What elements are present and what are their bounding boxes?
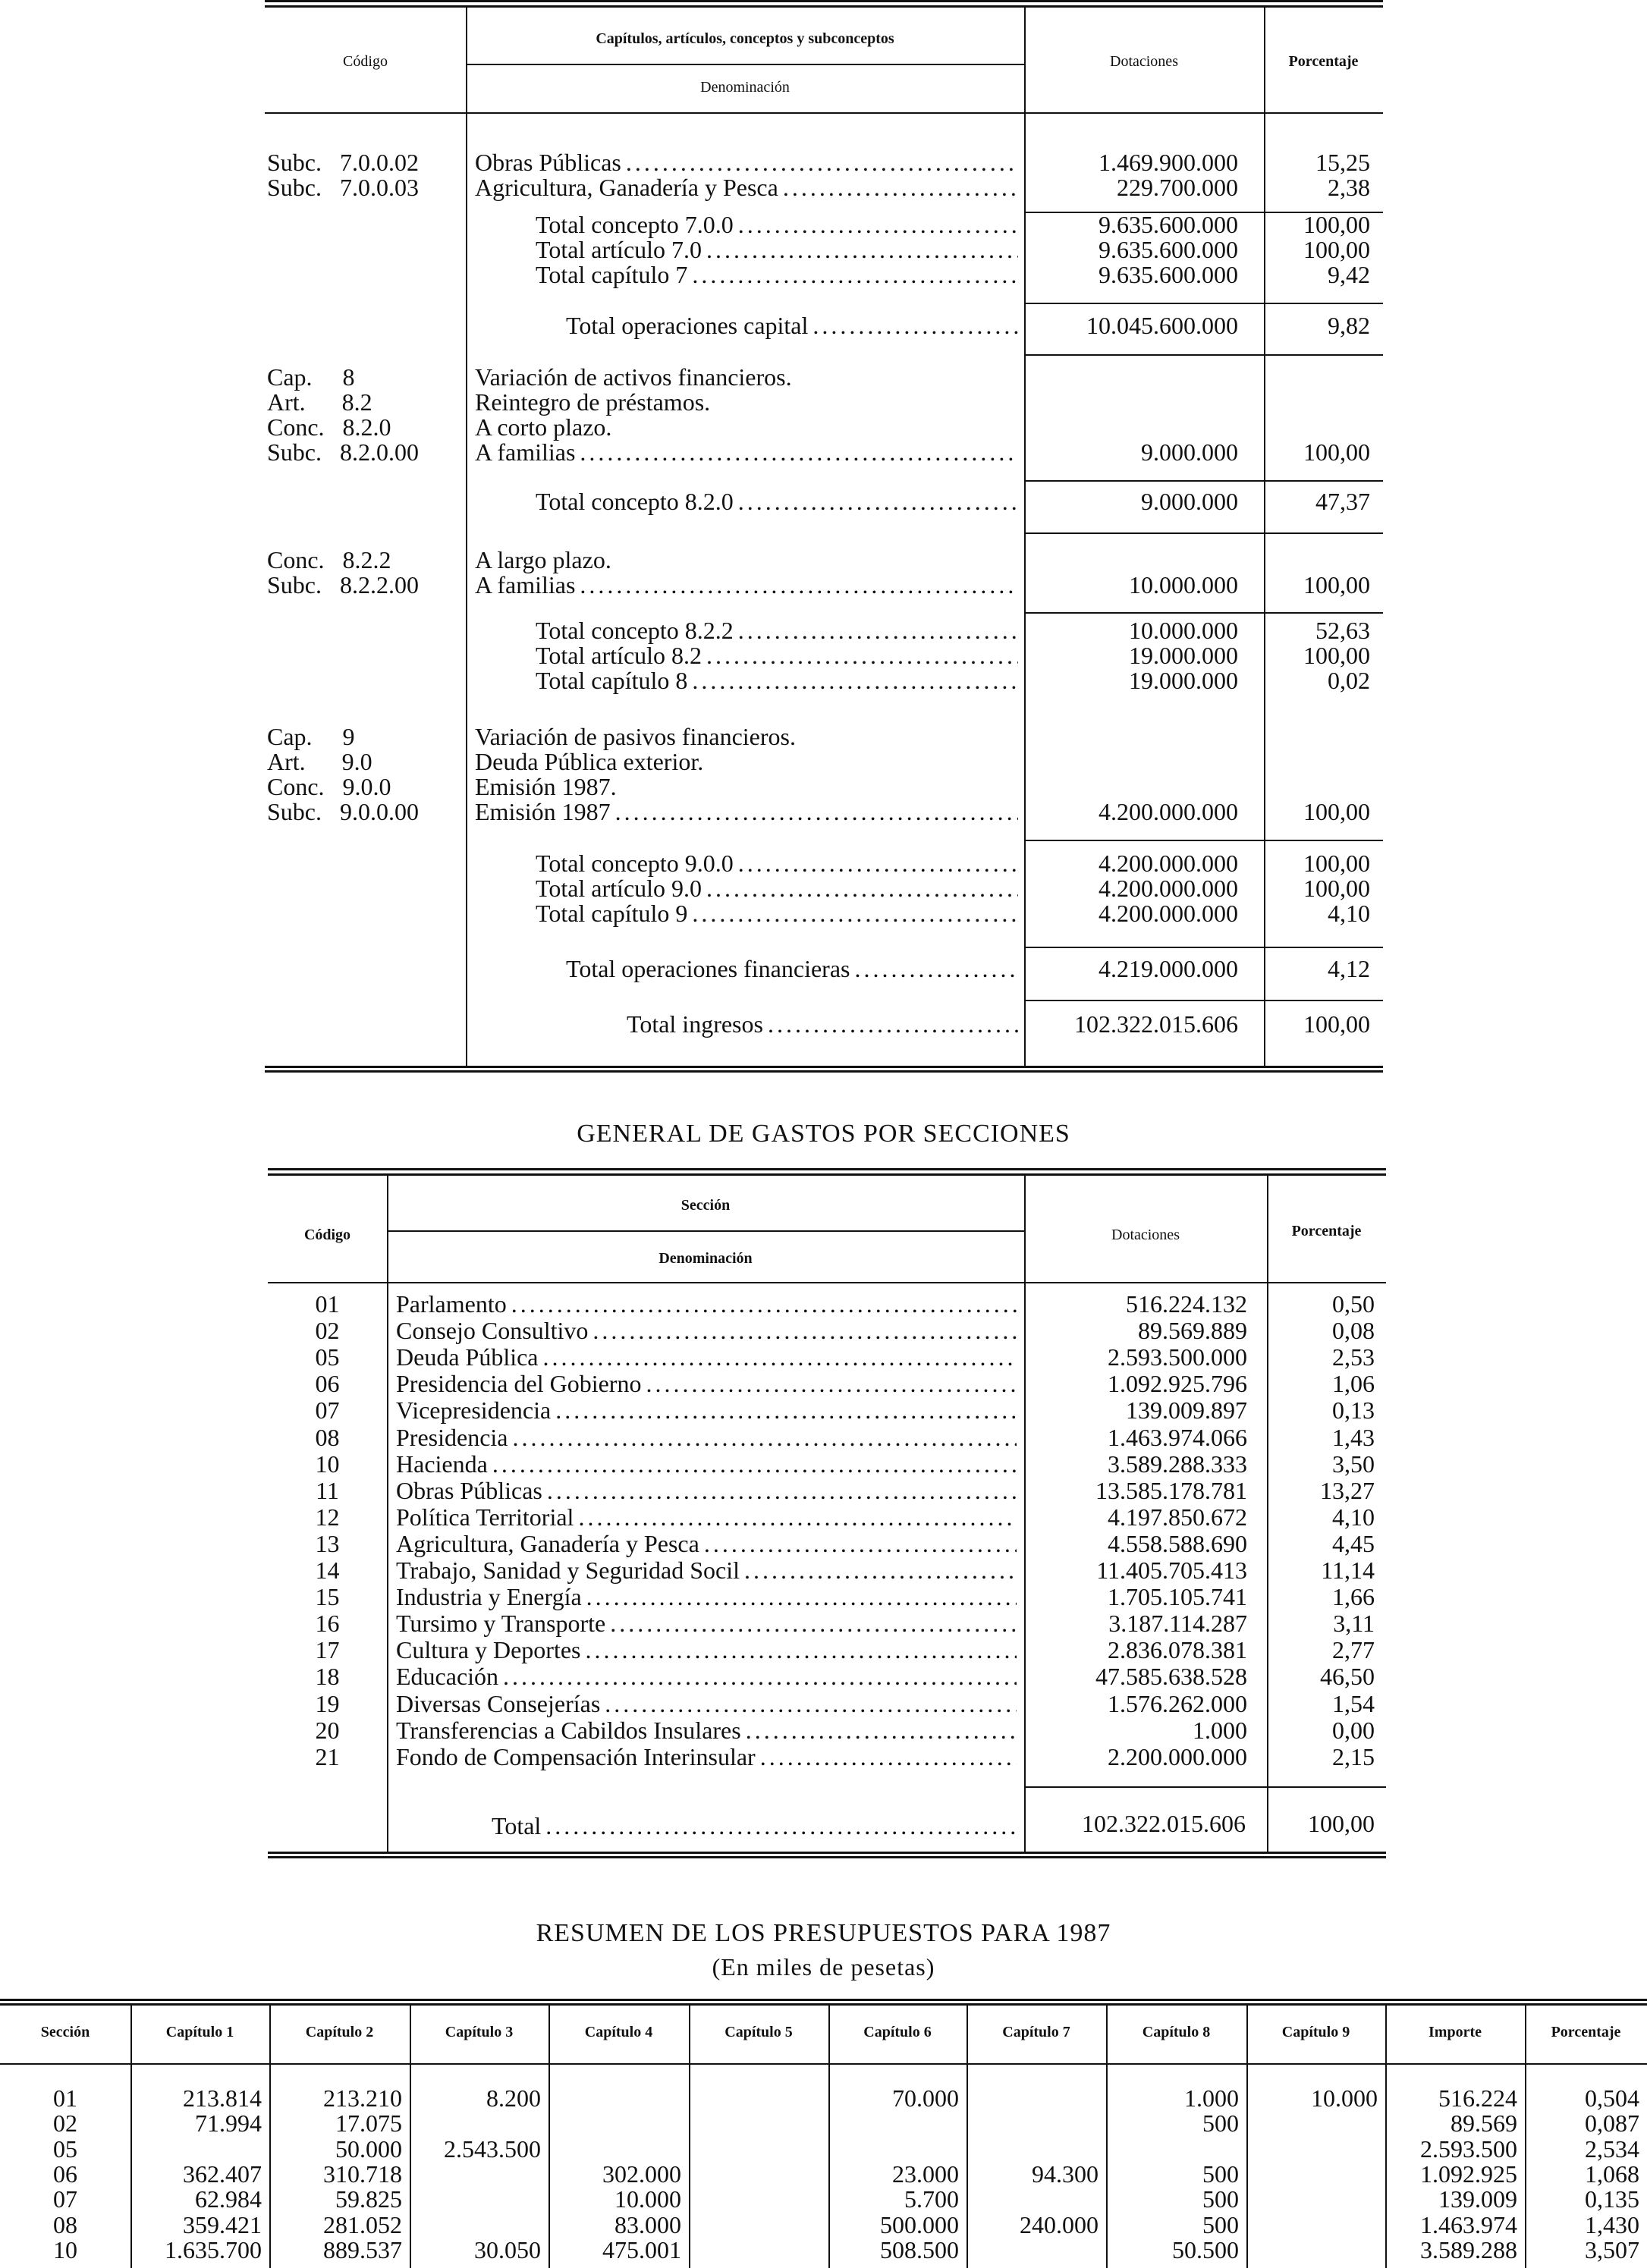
summary-cell: 1,430	[1585, 2211, 1639, 2238]
section-code: 01	[315, 1290, 340, 1318]
summary-subtitle: (En miles de pesetas)	[712, 1953, 935, 1981]
section-name: Obras Públicas . . .	[396, 1477, 1017, 1505]
row-code: Subc. 7.0.0.03	[267, 174, 419, 201]
summary-cell: 10	[53, 2236, 77, 2263]
row-percentage: 100,00	[1303, 211, 1370, 238]
summary-cell: 213.814	[183, 2084, 262, 2112]
row-code: Conc. 9.0.0	[267, 773, 391, 800]
section-name: Tursimo y Transporte . . .	[396, 1610, 1017, 1638]
summary-cell: 240.000	[1020, 2211, 1099, 2238]
row-amount: 4.200.000.000	[1099, 798, 1238, 825]
summary-header: Capítulo 5	[724, 2024, 793, 2040]
section-code: 14	[315, 1557, 340, 1584]
row-amount: 9.635.600.000	[1099, 236, 1238, 263]
section-percentage: 46,50	[1320, 1663, 1375, 1690]
section-name: Agricultura, Ganadería y Pesca . . .	[396, 1530, 1017, 1558]
section-code: 17	[315, 1636, 340, 1663]
section-percentage: 1,66	[1332, 1583, 1375, 1610]
section-amount: 516.224.132	[1126, 1290, 1247, 1318]
section-percentage: 3,11	[1333, 1610, 1375, 1637]
summary-cell: 359.421	[183, 2211, 262, 2238]
summary-cell: 302.000	[602, 2160, 681, 2188]
row-amount: 102.322.015.606	[1074, 1010, 1238, 1038]
section-amount: 47.585.638.528	[1095, 1663, 1247, 1690]
row-description: Total ingresos . . .	[627, 1010, 1018, 1038]
section-percentage: 2,15	[1332, 1743, 1375, 1770]
summary-cell: 0,135	[1585, 2185, 1639, 2213]
row-percentage: 2,38	[1328, 174, 1370, 201]
row-code: Cap. 9	[267, 723, 355, 750]
row-percentage: 100,00	[1303, 875, 1370, 902]
summary-cell: 500	[1202, 2185, 1239, 2213]
row-description: A familias . . .	[475, 571, 1018, 599]
header-percentage: Porcentaje	[1288, 53, 1359, 70]
section-name: Vicepresidencia . . .	[396, 1396, 1017, 1425]
section-amount: 13.585.178.781	[1095, 1477, 1247, 1504]
section-percentage: 11,14	[1321, 1557, 1375, 1584]
expenses-total-label: Total . . .	[492, 1812, 1015, 1840]
row-percentage: 0,02	[1328, 667, 1370, 694]
section-code: 13	[315, 1530, 340, 1557]
header-allocations: Dotaciones	[1110, 53, 1178, 70]
section-code: 06	[315, 1370, 340, 1397]
section-amount: 2.200.000.000	[1108, 1743, 1247, 1770]
row-amount: 19.000.000	[1129, 667, 1238, 694]
section-code: 18	[315, 1663, 340, 1690]
summary-header: Capítulo 8	[1142, 2024, 1211, 2040]
row-percentage: 100,00	[1303, 642, 1370, 669]
column-divider	[1246, 2006, 1248, 2268]
summary-cell: 0,087	[1585, 2109, 1639, 2137]
row-percentage: 9,82	[1328, 312, 1370, 339]
section-name: Trabajo, Sanidad y Seguridad Socil . . .	[396, 1557, 1017, 1585]
row-code: Conc. 8.2.2	[267, 546, 391, 573]
section-code: 07	[315, 1396, 340, 1424]
summary-cell: 50.500	[1172, 2236, 1239, 2263]
section-code: 02	[315, 1317, 340, 1344]
section-amount: 3.589.288.333	[1108, 1450, 1247, 1478]
expenses-header-allocations: Dotaciones	[1111, 1227, 1180, 1243]
row-code: Subc. 8.2.0.00	[267, 438, 419, 466]
row-description: Total capítulo 7 . . .	[536, 261, 1018, 289]
section-name: Educación . . .	[396, 1663, 1017, 1691]
summary-cell: 5.700	[904, 2185, 959, 2213]
section-name: Diversas Consejerías . . .	[396, 1690, 1017, 1718]
summary-header: Importe	[1429, 2024, 1482, 2040]
section-amount: 4.197.850.672	[1108, 1503, 1247, 1531]
section-percentage: 0,08	[1332, 1317, 1375, 1344]
section-amount: 1.092.925.796	[1108, 1370, 1247, 1397]
section-amount: 1.576.262.000	[1108, 1690, 1247, 1717]
row-amount: 9.635.600.000	[1099, 211, 1238, 238]
section-percentage: 4,45	[1332, 1530, 1375, 1557]
row-amount: 9.635.600.000	[1099, 261, 1238, 288]
section-code: 21	[315, 1743, 340, 1770]
row-description: Total artículo 7.0 . . .	[536, 236, 1018, 264]
section-name: Presidencia del Gobierno . . .	[396, 1370, 1017, 1398]
summary-cell: 0,504	[1585, 2084, 1639, 2112]
row-percentage: 100,00	[1303, 236, 1370, 263]
section-name: Política Territorial . . .	[396, 1503, 1017, 1531]
summary-cell: 05	[53, 2135, 77, 2163]
section-code: 19	[315, 1690, 340, 1717]
section-amount: 139.009.897	[1126, 1396, 1247, 1424]
summary-header: Capítulo 2	[305, 2024, 374, 2040]
expenses-header-section: Sección	[680, 1197, 731, 1214]
summary-cell: 50.000	[335, 2135, 402, 2163]
expenses-total-pct: 100,00	[1308, 1810, 1375, 1837]
summary-cell: 07	[53, 2185, 77, 2213]
header-code: Código	[343, 53, 388, 70]
summary-cell: 8.200	[486, 2084, 541, 2112]
row-description: Reintegro de préstamos.	[475, 388, 711, 416]
section-percentage: 3,50	[1332, 1450, 1375, 1478]
summary-cell: 30.050	[474, 2236, 541, 2263]
row-description: Obras Públicas . . .	[475, 149, 1018, 177]
row-percentage: 47,37	[1315, 488, 1370, 515]
section-name: Presidencia . . .	[396, 1424, 1017, 1452]
expenses-header-denomination: Denominación	[658, 1250, 753, 1267]
summary-cell: 516.224	[1438, 2084, 1517, 2112]
row-amount: 19.000.000	[1129, 642, 1238, 669]
section-percentage: 0,13	[1332, 1396, 1375, 1424]
summary-cell: 1.635.700	[165, 2236, 262, 2263]
summary-cell: 1.463.974	[1420, 2211, 1517, 2238]
row-percentage: 100,00	[1303, 571, 1370, 598]
expenses-header-percentage: Porcentaje	[1291, 1223, 1362, 1239]
summary-cell: 1.000	[1184, 2084, 1239, 2112]
row-percentage: 4,12	[1328, 955, 1370, 982]
row-percentage: 9,42	[1328, 261, 1370, 288]
summary-cell: 10.000	[614, 2185, 681, 2213]
summary-header: Capítulo 6	[863, 2024, 932, 2040]
summary-header: Capítulo 1	[165, 2024, 234, 2040]
section-percentage: 0,50	[1332, 1290, 1375, 1318]
row-description: Total concepto 9.0.0 . . .	[536, 850, 1018, 878]
summary-cell: 3,507	[1585, 2236, 1639, 2263]
section-code: 11	[316, 1477, 339, 1504]
summary-cell: 889.537	[323, 2236, 402, 2263]
summary-cell: 3.589.288	[1420, 2236, 1517, 2263]
summary-cell: 59.825	[335, 2185, 402, 2213]
section-percentage: 1,06	[1332, 1370, 1375, 1397]
section-code: 15	[315, 1583, 340, 1610]
row-percentage: 15,25	[1315, 149, 1370, 176]
row-description: A largo plazo.	[475, 546, 611, 573]
summary-cell: 500.000	[880, 2211, 959, 2238]
section-percentage: 1,54	[1332, 1690, 1375, 1717]
row-percentage: 4,10	[1328, 900, 1370, 927]
section-percentage: 2,77	[1332, 1636, 1375, 1663]
column-divider	[689, 2006, 690, 2268]
section-name: Parlamento . . .	[396, 1290, 1017, 1318]
section-name: Cultura y Deportes . . .	[396, 1636, 1017, 1664]
row-description: Total capítulo 9 . . .	[536, 900, 1018, 928]
header-chapters: Capítulos, artículos, conceptos y subconceptos	[596, 30, 894, 47]
header-denomination: Denominación	[700, 79, 790, 96]
row-amount: 10.000.000	[1129, 571, 1238, 598]
summary-header: Capítulo 7	[1002, 2024, 1070, 2040]
section-code: 05	[315, 1343, 340, 1371]
summary-cell: 2.543.500	[444, 2135, 541, 2163]
expenses-total-amount: 102.322.015.606	[1082, 1810, 1246, 1837]
section-amount: 11.405.705.413	[1096, 1557, 1247, 1584]
row-amount: 4.200.000.000	[1099, 850, 1238, 877]
row-percentage: 100,00	[1303, 438, 1370, 466]
summary-cell: 94.300	[1032, 2160, 1099, 2188]
summary-cell: 500	[1202, 2211, 1239, 2238]
row-amount: 1.469.900.000	[1099, 149, 1238, 176]
summary-cell: 1.092.925	[1420, 2160, 1517, 2188]
section-name: Deuda Pública . . .	[396, 1343, 1017, 1371]
section-percentage: 13,27	[1320, 1477, 1375, 1504]
row-description: Total operaciones capital . . .	[566, 312, 1018, 340]
section-amount: 3.187.114.287	[1108, 1610, 1247, 1637]
row-code: Cap. 8	[267, 363, 355, 391]
summary-cell: 71.994	[195, 2109, 262, 2137]
row-amount: 4.200.000.000	[1099, 875, 1238, 902]
summary-cell: 70.000	[892, 2084, 959, 2112]
section-code: 20	[315, 1717, 340, 1744]
row-description: Total artículo 8.2 . . .	[536, 642, 1018, 670]
section-amount: 1.000	[1193, 1717, 1247, 1744]
section-code: 12	[315, 1503, 340, 1531]
section-percentage: 0,00	[1332, 1717, 1375, 1744]
summary-header: Porcentaje	[1551, 2024, 1621, 2040]
section-name: Industria y Energía . . .	[396, 1583, 1017, 1611]
row-amount: 229.700.000	[1117, 174, 1238, 201]
row-description: Agricultura, Ganadería y Pesca . . .	[475, 174, 1018, 202]
summary-cell: 2.593.500	[1420, 2135, 1517, 2163]
section-amount: 1.463.974.066	[1108, 1424, 1247, 1451]
row-amount: 4.200.000.000	[1099, 900, 1238, 927]
summary-cell: 02	[53, 2109, 77, 2137]
summary-cell: 23.000	[892, 2160, 959, 2188]
section-name: Fondo de Compensación Interinsular . . .	[396, 1743, 1017, 1771]
section-code: 10	[315, 1450, 340, 1478]
row-description: Total operaciones financieras . . .	[566, 955, 1018, 983]
summary-cell: 500	[1202, 2160, 1239, 2188]
summary-cell: 62.984	[195, 2185, 262, 2213]
row-description: Variación de activos financieros.	[475, 363, 792, 391]
section-amount: 2.593.500.000	[1108, 1343, 1247, 1371]
summary-cell: 2,534	[1585, 2135, 1639, 2163]
row-description: A corto plazo.	[475, 413, 612, 441]
summary-cell: 01	[53, 2084, 77, 2112]
summary-cell: 500	[1202, 2109, 1239, 2137]
row-code: Art. 9.0	[267, 748, 372, 775]
row-description: Total capítulo 8 . . .	[536, 667, 1018, 695]
summary-cell: 83.000	[614, 2211, 681, 2238]
section-name: Hacienda . . .	[396, 1450, 1017, 1478]
section-code: 16	[315, 1610, 340, 1637]
row-percentage: 52,63	[1315, 617, 1370, 644]
row-description: Deuda Pública exterior.	[475, 748, 704, 775]
section-percentage: 1,43	[1332, 1424, 1375, 1451]
summary-cell: 139.009	[1438, 2185, 1517, 2213]
row-percentage: 100,00	[1303, 1010, 1370, 1038]
row-amount: 9.000.000	[1141, 488, 1238, 515]
row-description: Total concepto 8.2.0 . . .	[536, 488, 1018, 516]
row-code: Subc. 9.0.0.00	[267, 798, 419, 825]
row-code: Conc. 8.2.0	[267, 413, 391, 441]
summary-cell: 475.001	[602, 2236, 681, 2263]
row-code: Subc. 7.0.0.02	[267, 149, 419, 176]
summary-cell: 08	[53, 2211, 77, 2238]
row-description: Emisión 1987.	[475, 773, 617, 800]
section-name: Consejo Consultivo . . .	[396, 1317, 1017, 1345]
summary-cell: 213.210	[323, 2084, 402, 2112]
summary-title: RESUMEN DE LOS PRESUPUESTOS PARA 1987	[536, 1919, 1111, 1947]
summary-cell: 06	[53, 2160, 77, 2188]
row-code: Art. 8.2	[267, 388, 372, 416]
section-percentage: 2,53	[1332, 1343, 1375, 1371]
row-code: Subc. 8.2.2.00	[267, 571, 419, 598]
summary-cell: 1,068	[1585, 2160, 1639, 2188]
row-description: Total concepto 7.0.0 . . .	[536, 211, 1018, 239]
section-amount: 4.558.588.690	[1108, 1530, 1247, 1557]
section-percentage: 4,10	[1332, 1503, 1375, 1531]
section-amount: 1.705.105.741	[1108, 1583, 1247, 1610]
summary-cell: 362.407	[183, 2160, 262, 2188]
section-amount: 89.569.889	[1138, 1317, 1247, 1344]
summary-cell: 17.075	[335, 2109, 402, 2137]
row-percentage: 100,00	[1303, 798, 1370, 825]
summary-cell: 281.052	[323, 2211, 402, 2238]
row-description: Total concepto 8.2.2 . . .	[536, 617, 1018, 645]
row-description: Variación de pasivos financieros.	[475, 723, 796, 750]
row-amount: 10.000.000	[1129, 617, 1238, 644]
summary-cell: 89.569	[1451, 2109, 1517, 2137]
row-amount: 4.219.000.000	[1099, 955, 1238, 982]
summary-header: Capítulo 9	[1281, 2024, 1350, 2040]
row-amount: 9.000.000	[1141, 438, 1238, 466]
section-code: 08	[315, 1424, 340, 1451]
summary-cell: 10.000	[1311, 2084, 1378, 2112]
expenses-title: GENERAL DE GASTOS POR SECCIONES	[577, 1120, 1070, 1148]
section-amount: 2.836.078.381	[1108, 1636, 1247, 1663]
expenses-header-code: Código	[303, 1227, 351, 1243]
summary-cell: 508.500	[880, 2236, 959, 2263]
row-description: A familias . . .	[475, 438, 1018, 466]
row-percentage: 100,00	[1303, 850, 1370, 877]
row-description: Emisión 1987 . . .	[475, 798, 1018, 826]
summary-header: Capítulo 3	[445, 2024, 514, 2040]
row-amount: 10.045.600.000	[1086, 312, 1238, 339]
section-name: Transferencias a Cabildos Insulares . . .	[396, 1717, 1017, 1745]
summary-header: Capítulo 4	[584, 2024, 653, 2040]
summary-cell: 310.718	[323, 2160, 402, 2188]
row-description: Total artículo 9.0 . . .	[536, 875, 1018, 903]
summary-header: Sección	[40, 2024, 90, 2040]
